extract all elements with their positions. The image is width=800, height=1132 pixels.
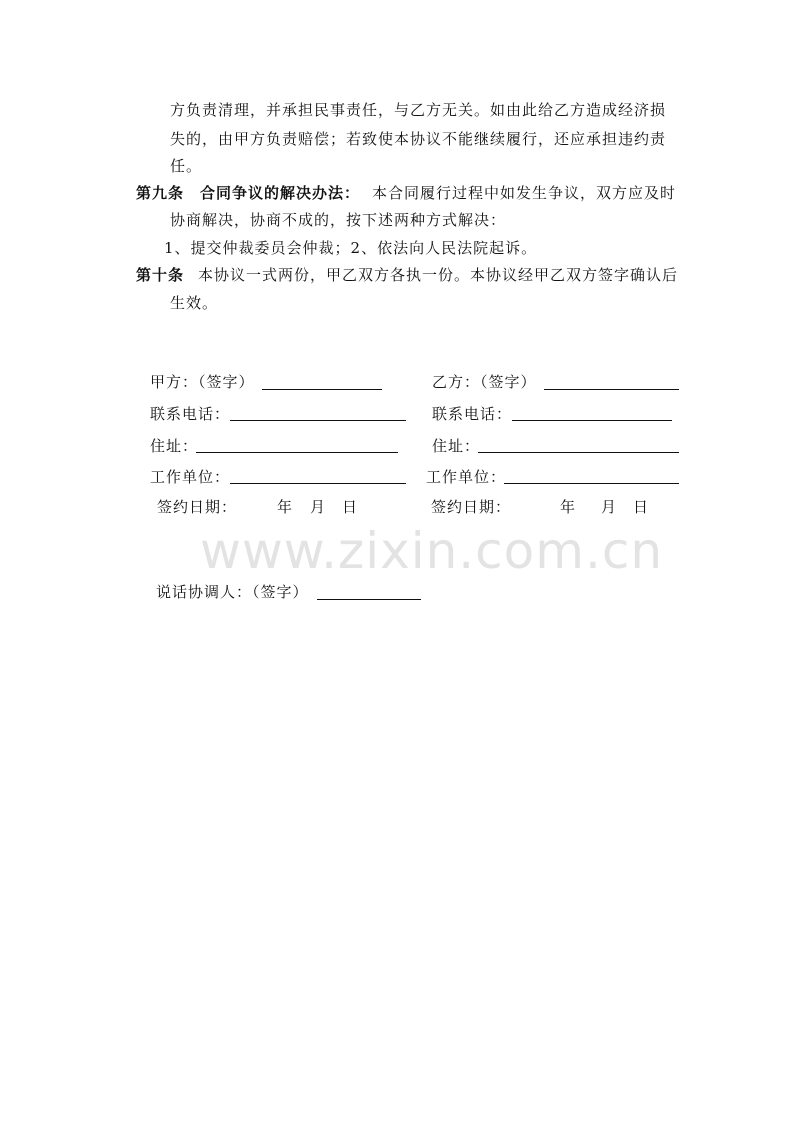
party-a-phone-line[interactable] xyxy=(230,420,406,421)
party-b-address-label: 住址： xyxy=(432,437,481,455)
article-9-options: 1、提交仲裁委员会仲裁；2、依法向人民法院起诉。 xyxy=(164,239,538,257)
party-b-sign-line[interactable] xyxy=(544,389,679,390)
party-b-date-day: 日 xyxy=(633,498,650,516)
party-a-address-label: 住址： xyxy=(150,437,199,455)
paragraph-line: 失的，由甲方负责赔偿；若致使本协议不能继续履行，还应承担违约责 xyxy=(170,130,667,148)
article-10-text: 生效。 xyxy=(170,294,219,312)
party-a-workplace-line[interactable] xyxy=(230,483,406,484)
paragraph-line: 方负责清理，并承担民事责任，与乙方无关。如由此给乙方造成经济损 xyxy=(170,101,667,119)
article-9-text: 协商解决，协商不成的，按下述两种方式解决： xyxy=(170,211,507,229)
party-a-workplace-label: 工作单位： xyxy=(150,468,231,486)
party-b-date-month: 月 xyxy=(601,498,618,516)
paragraph-line: 任。 xyxy=(170,157,203,175)
party-a-date-month: 月 xyxy=(310,498,327,516)
watermark: www.zixin.com.cn xyxy=(200,522,664,580)
party-b-date-year: 年 xyxy=(560,498,577,516)
mediator-sign-label: 说话协调人：（签字） xyxy=(156,583,309,601)
party-a-date-label: 签约日期： xyxy=(157,498,238,516)
article-10-heading: 第十条 xyxy=(136,266,185,284)
article-9-text: 本合同履行过程中如发生争议，双方应及时 xyxy=(372,184,677,202)
party-b-workplace-label: 工作单位： xyxy=(426,468,507,486)
party-b-workplace-line[interactable] xyxy=(504,483,679,484)
article-9-heading: 第九条 合同争议的解决办法： xyxy=(136,184,361,202)
party-a-sign-label: 甲方：（签字） xyxy=(150,373,255,391)
party-a-phone-label: 联系电话： xyxy=(150,405,231,423)
party-a-sign-line[interactable] xyxy=(262,389,382,390)
party-b-sign-label: 乙方：（签字） xyxy=(432,373,537,391)
party-b-phone-line[interactable] xyxy=(512,420,672,421)
mediator-sign-line[interactable] xyxy=(317,599,421,600)
party-b-address-line[interactable] xyxy=(478,452,679,453)
party-a-address-line[interactable] xyxy=(196,452,398,453)
party-b-phone-label: 联系电话： xyxy=(432,405,513,423)
party-a-date-year: 年 xyxy=(277,498,294,516)
article-10-text: 本协议一式两份，甲乙双方各执一份。本协议经甲乙双方签字确认后 xyxy=(198,266,679,284)
party-a-date-day: 日 xyxy=(342,498,359,516)
party-b-date-label: 签约日期： xyxy=(431,498,512,516)
